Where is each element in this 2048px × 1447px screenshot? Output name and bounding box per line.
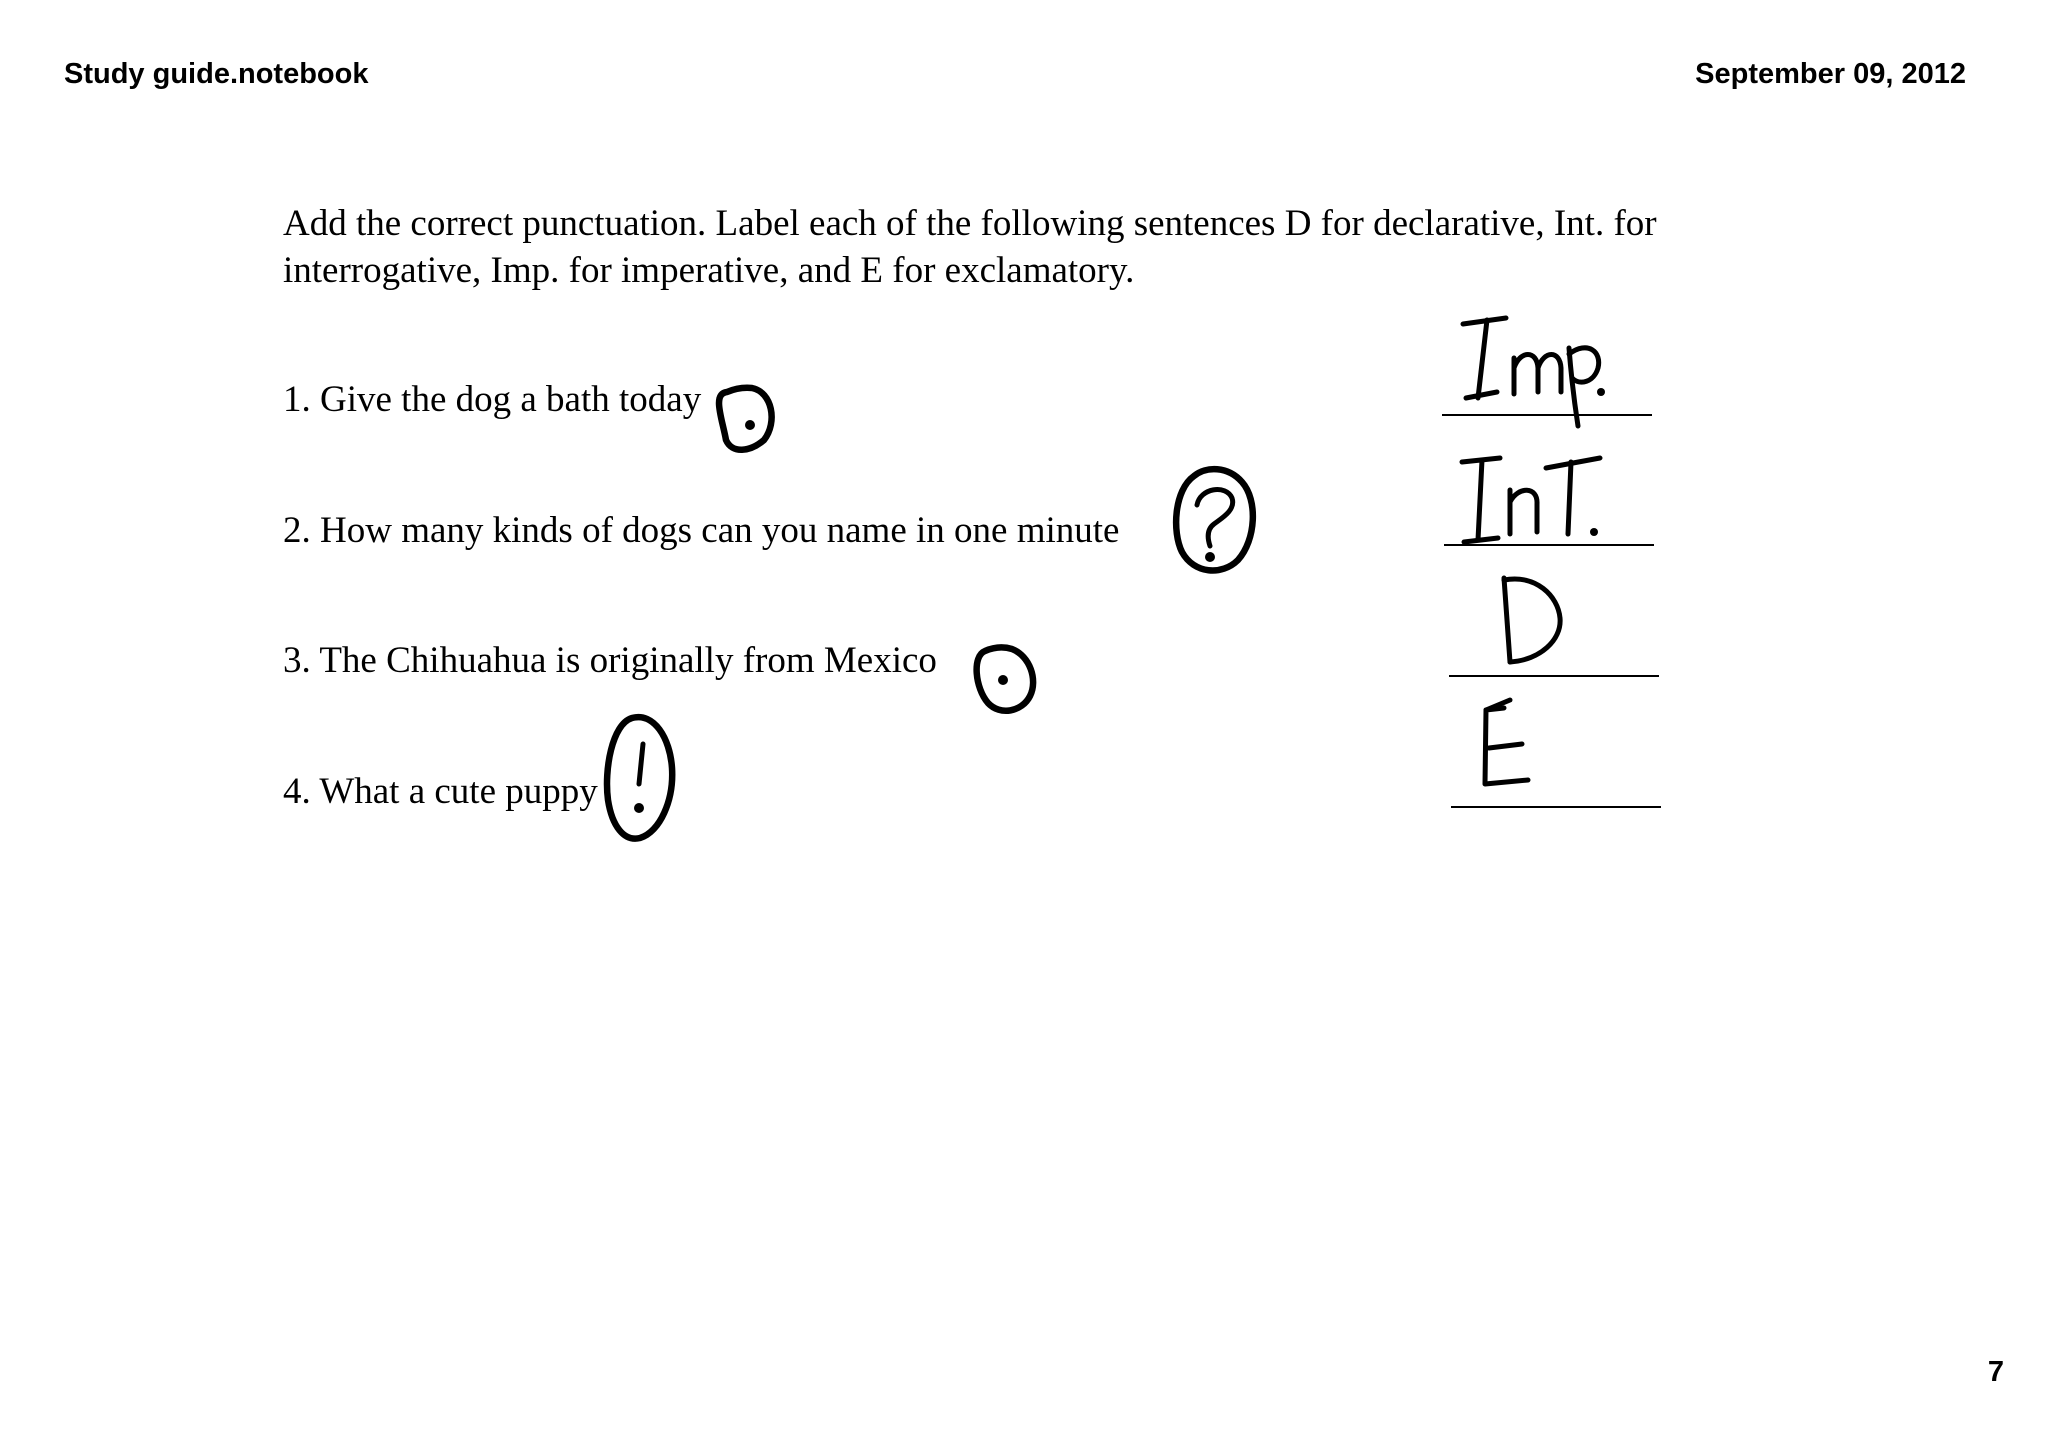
handwritten-answer-e (1485, 700, 1528, 784)
instructions-text: Add the correct punctuation. Label each of the following sentences D for declarative, Int. for interrogative, Imp. for imperative, and E for exclamatory. (283, 203, 1657, 291)
handwritten-answer-int (1462, 458, 1600, 542)
answer-line-3 (1449, 675, 1659, 677)
circled-exclamation-mark-mark (607, 717, 672, 838)
handwritten-answer-d (1504, 578, 1560, 662)
question-3-text: 3. The Chihuahua is originally from Mexico (283, 640, 937, 681)
handwritten-answer-imp (1463, 318, 1605, 426)
circled-question-mark-mark (1176, 469, 1253, 570)
circled-period-3-mark (977, 648, 1033, 711)
notebook-file-name: Study guide.notebook (64, 58, 369, 90)
answer-line-1 (1442, 414, 1652, 416)
question-4-text: 4. What a cute puppy (283, 771, 598, 812)
page-date: September 09, 2012 (1695, 58, 1966, 90)
question-2-text: 2. How many kinds of dogs can you name in one minute (283, 510, 1120, 551)
answer-line-2 (1444, 544, 1654, 546)
answer-line-4 (1451, 806, 1661, 808)
circled-period-1-mark (719, 388, 772, 450)
page-number: 7 (1987, 1356, 2004, 1388)
question-1-text: 1. Give the dog a bath today (283, 379, 702, 420)
